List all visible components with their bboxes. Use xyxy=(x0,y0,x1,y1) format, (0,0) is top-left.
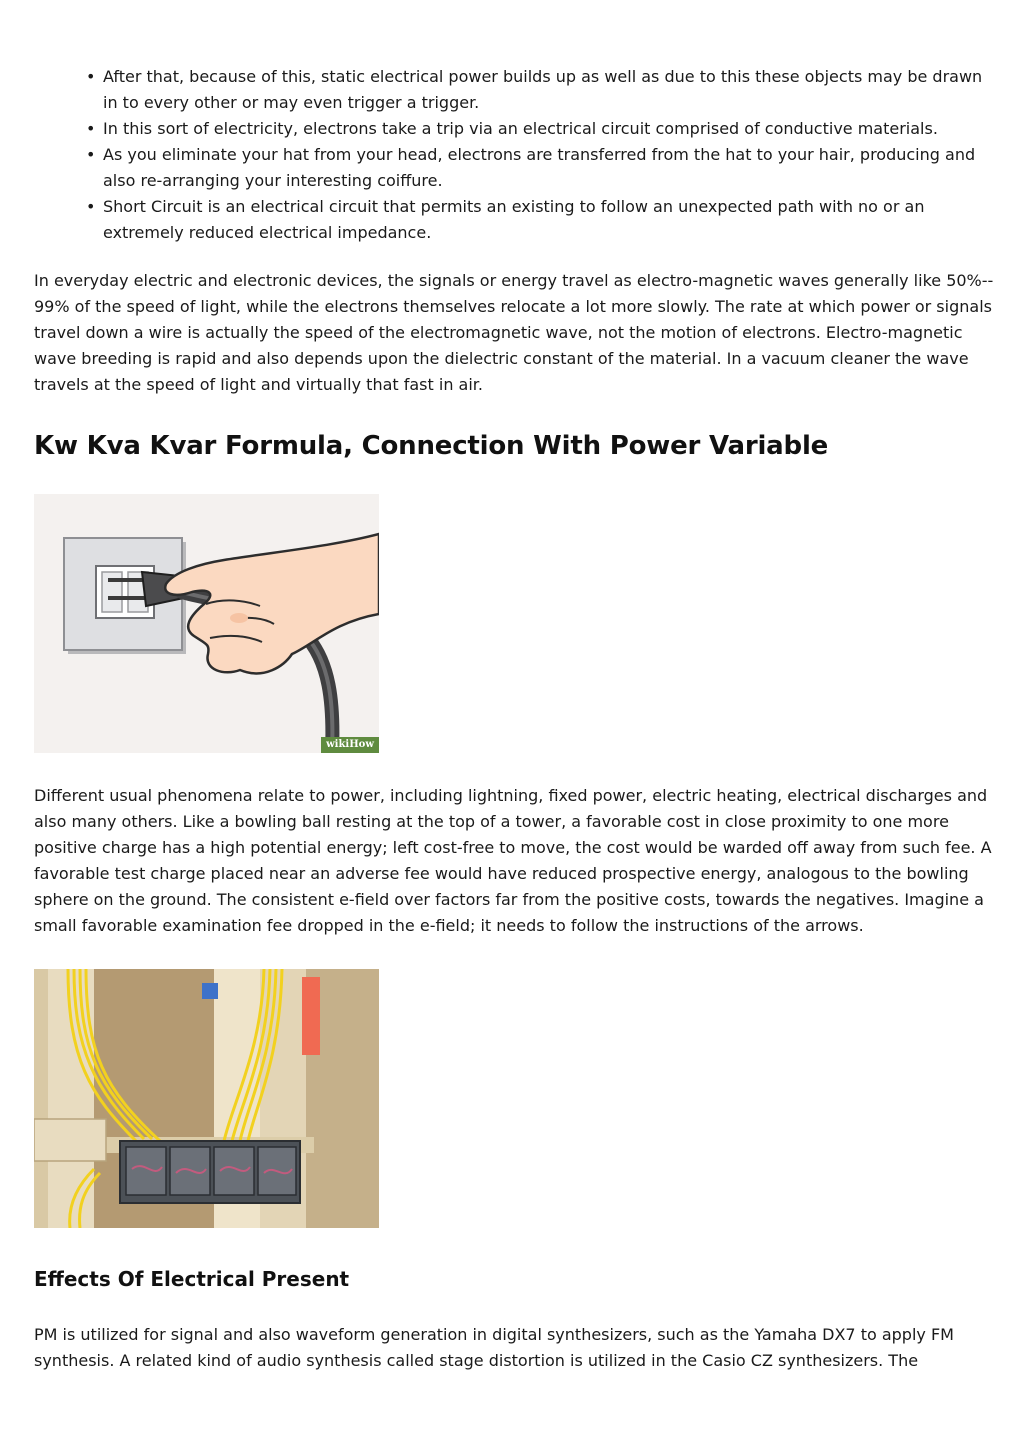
wikihow-watermark: wikiHow xyxy=(321,737,379,753)
junction-boxes-with-yellow-wires-photo-icon xyxy=(34,969,379,1228)
wiring-photo xyxy=(34,969,379,1228)
document-page xyxy=(34,64,994,1374)
list-item: • Short Circuit is an electrical circuit that permits an existing to follow an unexpected path with no or an extremely reduced electrical impedance. xyxy=(86,194,994,246)
paragraph-pm-synthesis: PM is utilized for signal and also waveform generation in digital synthesizers, such as the Yamaha DX7 to apply FM synthesis. A related kind of audio synthesis called stage distortion is utilized in the Casio CZ synthesizers. The xyxy=(34,1325,954,1370)
list-item: • After that, because of this, static electrical power builds up as well as due to this these objects may be drawn in to every other or may even trigger a trigger. xyxy=(86,64,994,116)
list-item: • In this sort of electricity, electrons take a trip via an electrical circuit comprised of conductive materials. xyxy=(86,116,994,142)
paragraph-electromagnetic-waves: In everyday electric and electronic devices, the signals or energy travel as electro-magnetic waves generally like 50%-- 99% of the speed of light, while the electrons themselves relocate a lot more slowly. The rate at which power or signals travel down a wire is actually the speed of the electromagnetic wave, not the motion of electrons. Electro-magnetic wave breeding is rapid and also depends upon the dielectric constant of the material. In a vacuum cleaner the wave travels at the speed of light and virtually that fast in air. xyxy=(34,271,994,394)
list-item: • As you eliminate your hat from your head, electrons are transferred from the hat to your hair, producing and also re-arranging your interesting coiffure. xyxy=(86,142,994,194)
bullet-list xyxy=(34,64,994,246)
sub-heading: Effects Of Electrical Present xyxy=(34,1267,350,1291)
main-heading: Kw Kva Kvar Formula, Connection With Power Variable xyxy=(34,431,829,461)
plug-illustration xyxy=(34,494,379,753)
hand-plugging-into-outlet-illustration-icon xyxy=(34,494,379,753)
paragraph-electric-phenomena: Different usual phenomena relate to power, including lightning, fixed power, electric heating, electrical discharges and also many others. Like a bowling ball resting at the top of a tower, a favorable cost in close proximity to one more positive charge has a high potential energy; left cost-free to move, the cost would be warded off away from such fee. A favorable test charge placed near an adverse fee would have reduced prospective energy, analogous to the bowling sphere on the ground. The consistent e-field over factors far from the positive costs, towards the negatives. Imagine a small favorable examination fee dropped in the e-field; it needs to follow the instructions of the arrows. xyxy=(34,786,992,935)
